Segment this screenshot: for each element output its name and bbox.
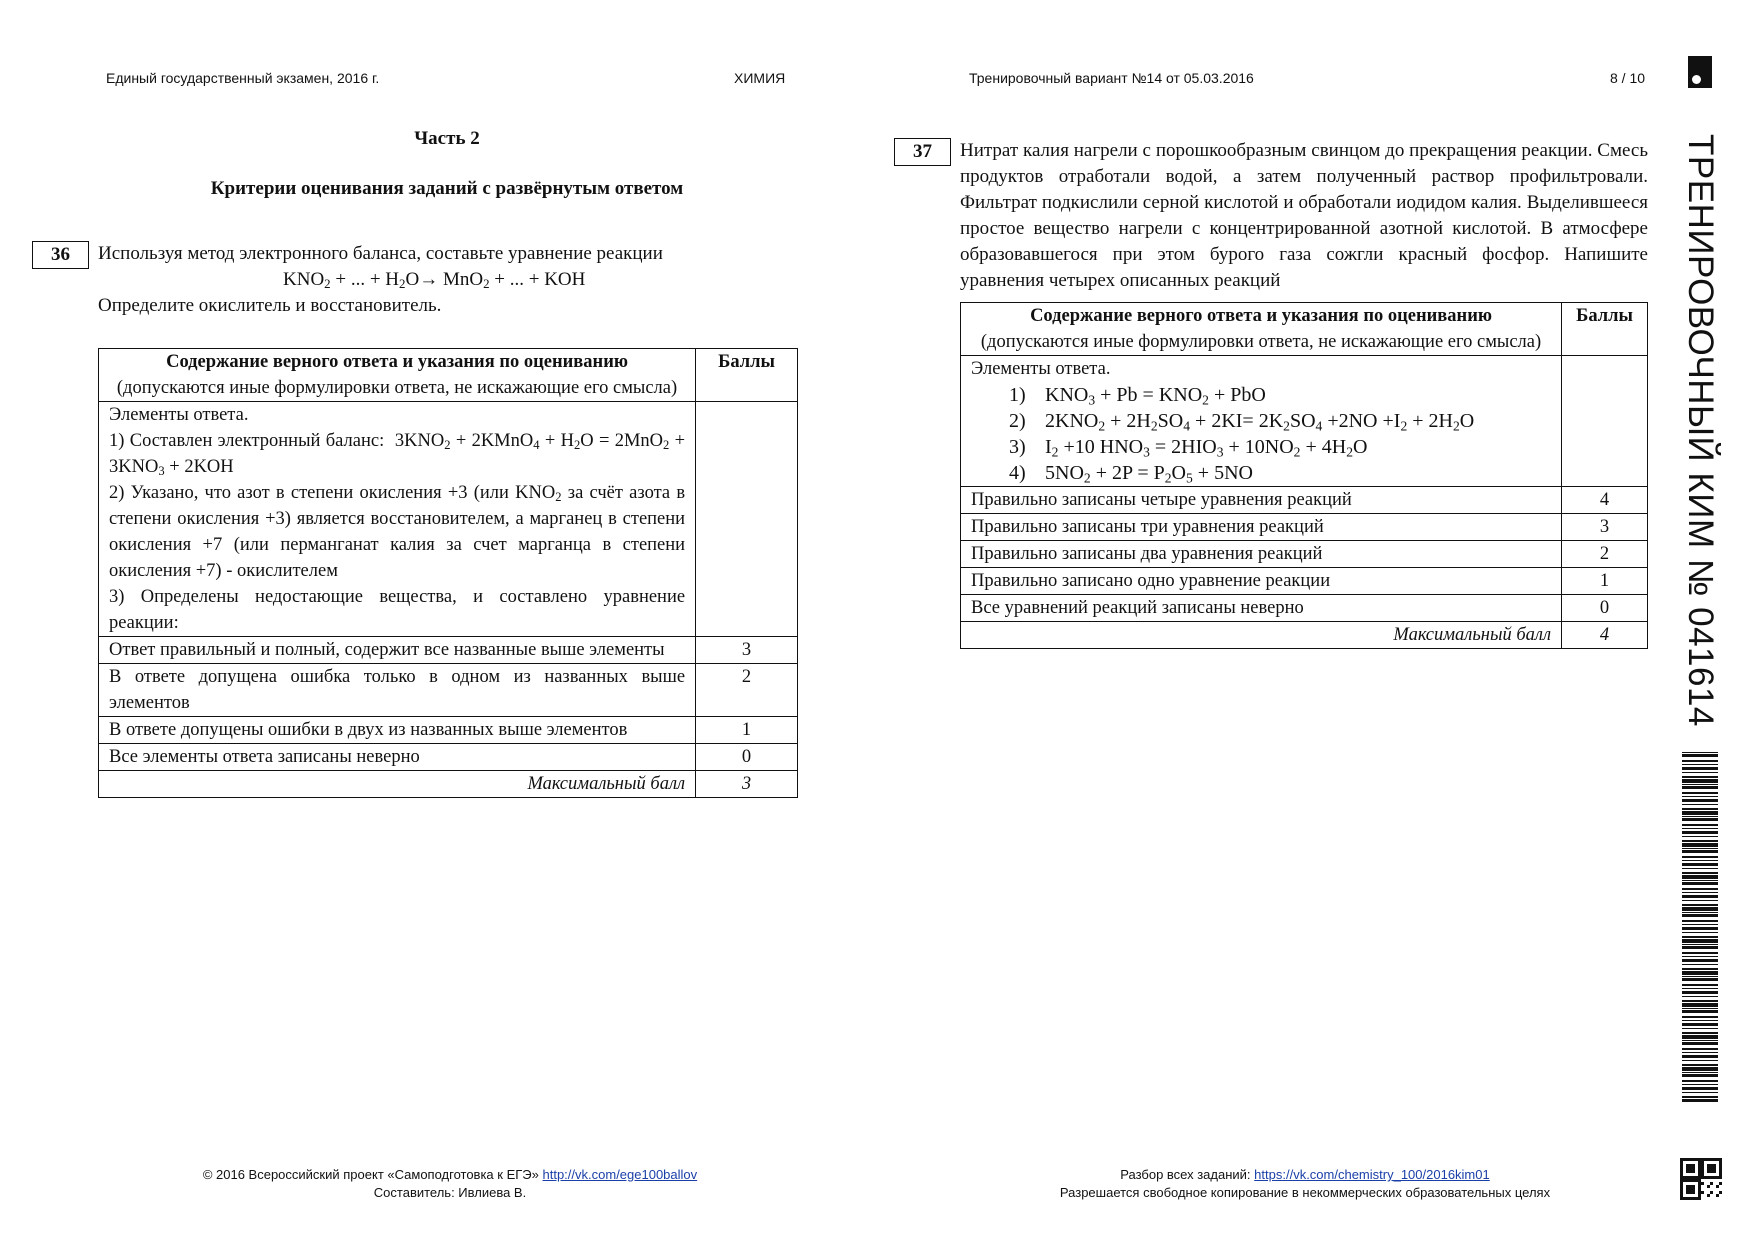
max-score-row (961, 622, 1648, 649)
qr-code-icon (1680, 1158, 1722, 1200)
score-row-0 (99, 744, 798, 771)
equation-2: 2) $2KNO_2 + 2H_2SO_4 + 2KI= 2K_2SO_4 +2NO +I_2 + 2H_2O$ (1009, 410, 1475, 434)
footer-author: Составитель: Ивлиева В. (373, 1185, 527, 1200)
task-number-36: 36 (32, 241, 89, 269)
score-row-2 (99, 664, 798, 717)
answer-elements-points (696, 402, 798, 637)
part-title: Часть 2 (414, 128, 480, 149)
barcode-icon (1682, 752, 1718, 1102)
score-row-points: 0 (1562, 595, 1648, 622)
element-1-text: 1) Составлен электронный баланс: (109, 431, 385, 451)
answer-elements-row (961, 356, 1648, 487)
max-score-points: 4 (1562, 622, 1648, 649)
elements-label: Элементы ответа. (971, 359, 1111, 379)
element-2-text-b: за счёт азота в степени окисления +3) является восстановителем, а марганец в степени окисления +7 (или перманганат калия за счет марганца в степени окисления +7) - окислителем (109, 483, 686, 581)
score-row-2 (961, 541, 1648, 568)
header-content-cell (99, 349, 696, 402)
element-3: 3) Определены недостающие вещества, и составлено уравнение реакции: (109, 587, 686, 633)
score-row-points: 1 (696, 717, 798, 744)
score-row-text: Все элементы ответа записаны неверно (99, 744, 696, 771)
task-36-prompt (98, 241, 798, 319)
equation-list (971, 382, 1551, 486)
equation-1: 1) $KNO_3 + Pb = KNO_2$ + PbO (1009, 384, 1266, 408)
header-content-title: Содержание верного ответа и указания по оцениванию (166, 352, 628, 372)
score-row-text: Правильно записано одно уравнение реакции (961, 568, 1562, 595)
score-row-text: Правильно записаны два уравнения реакций (961, 541, 1562, 568)
header-content-note: (допускаются иные формулировки ответа, не искажающие его смысла) (116, 378, 678, 398)
score-row-1 (961, 568, 1648, 595)
equation-4: 4) $5NO_2 + 2P = P_2O_5 + 5NO$ (1009, 462, 1253, 486)
max-score-label: Максимальный балл (961, 622, 1562, 649)
table-header-row (961, 303, 1648, 356)
header-content-cell (961, 303, 1562, 356)
score-row-points: 4 (1562, 487, 1648, 514)
score-row-3 (99, 637, 798, 664)
header-points: Баллы (1562, 303, 1648, 356)
criteria-title: Критерии оценивания заданий с развёрнутым ответом (210, 178, 684, 199)
header-content-note: (допускаются иные формулировки ответа, не искажающие его смысла) (980, 332, 1542, 352)
task-37-prompt: Нитрат калия нагрели с порошкообразным свинцом до прекращения реакции. Смесь продуктов отработали водой, а затем полученный раствор профильтровали. Фильтрат подкислили серной кислотой и обработали иодидом калия. Выделившееся простое вещество нагрели с концентрированной азотной кислотой. В атмосфере образовавшегося при этом бурого газа сожгли красный фосфор. Напишите уравнения четырех описанных реакций (960, 140, 1648, 291)
score-row-3 (961, 514, 1648, 541)
footer-left (150, 1166, 750, 1202)
footer-analysis-link[interactable]: https://vk.com/chemistry_100/2016kim01 (1254, 1167, 1490, 1182)
score-row-text: Все уравнений реакций записаны неверно (961, 595, 1562, 622)
max-score-row (99, 771, 798, 798)
task-number-37: 37 (894, 138, 951, 166)
task-36-prompt-text-2: Определите окислитель и восстановитель. (98, 295, 442, 316)
corner-mark (1688, 56, 1712, 88)
footer-copy-notice: Разрешается свободное копирование в некоммерческих образовательных целях (1059, 1185, 1551, 1200)
footer-analysis-label: Разбор всех заданий: (1120, 1167, 1251, 1182)
elements-label: Элементы ответа. (109, 405, 249, 425)
score-row-points: 3 (696, 637, 798, 664)
score-row-points: 1 (1562, 568, 1648, 595)
page-number: 8 / 10 (1610, 70, 1646, 86)
header-content-title: Содержание верного ответа и указания по оцениванию (1030, 306, 1492, 326)
score-row-text: Ответ правильный и полный, содержит все названные выше элементы (99, 637, 696, 664)
answer-elements-cell (961, 356, 1562, 487)
score-row-points: 3 (1562, 514, 1648, 541)
exam-title: Единый государственный экзамен, 2016 г. (106, 70, 380, 86)
subject: ХИМИЯ (734, 70, 786, 86)
score-row-points: 2 (696, 664, 798, 717)
score-row-0 (961, 595, 1648, 622)
footer-project: © 2016 Всероссийский проект «Самоподготовка к ЕГЭ» (202, 1167, 539, 1182)
footer-right (980, 1166, 1630, 1202)
table-header-row (99, 349, 798, 402)
max-score-points: 3 (696, 771, 798, 798)
equation-3: 3) $I_2 +10$ $HNO_3 = 2HIO_3 + 10NO_2 + 4H_2O$ (1009, 436, 1368, 460)
max-score-label: Максимальный балл (99, 771, 696, 798)
task-36-equation: $KNO_2$ + ... + $H_2O\to MnO_2$ + ... + KOH (283, 269, 586, 292)
header-points: Баллы (696, 349, 798, 402)
score-row-points: 2 (1562, 541, 1648, 568)
task-36-prompt-text: Используя метод электронного баланса, составьте уравнение реакции (98, 243, 663, 264)
answer-elements-points (1562, 356, 1648, 487)
score-row-1 (99, 717, 798, 744)
element-1: 1) Составлен электронный баланс: $3KNO_2$ + 2KMnO$_4$ + $H_2O = 2MnO_2 + 3KNO_3 + 2KOH$ (109, 431, 686, 479)
side-kim-label: ТРЕНИРОВОЧНЫЙ КИМ № 041614 (1681, 134, 1720, 727)
score-row-text: В ответе допущены ошибки в двух из названных выше элементов (99, 717, 696, 744)
answer-elements-cell (99, 402, 696, 637)
score-row-text: Правильно записаны четыре уравнения реакций (961, 487, 1562, 514)
answer-elements-row (99, 402, 798, 637)
score-row-text: В ответе допущена ошибка только в одном из названных выше элементов (99, 664, 696, 717)
task-36-criteria-table (98, 348, 798, 798)
score-row-points: 0 (696, 744, 798, 771)
score-row-text: Правильно записаны три уравнения реакций (961, 514, 1562, 541)
footer-project-link[interactable]: http://vk.com/ege100ballov (542, 1167, 698, 1182)
element-2: 2) Указано, что азот в степени окисления +3 (или $KNO_2$ за счёт азота в степени окисления +3) является восстановителем, а марганец в степени окисления +7 (или перманганат калия за счет марганца в степени окисления +7) - окислителем (109, 483, 686, 581)
score-row-4 (961, 487, 1648, 514)
element-2-text-a: 2) Указано, что азот в степени окисления +3 (или KNO (109, 483, 556, 503)
variant: Тренировочный вариант №14 от 05.03.2016 (969, 70, 1254, 86)
task-37-criteria-table (960, 302, 1648, 649)
